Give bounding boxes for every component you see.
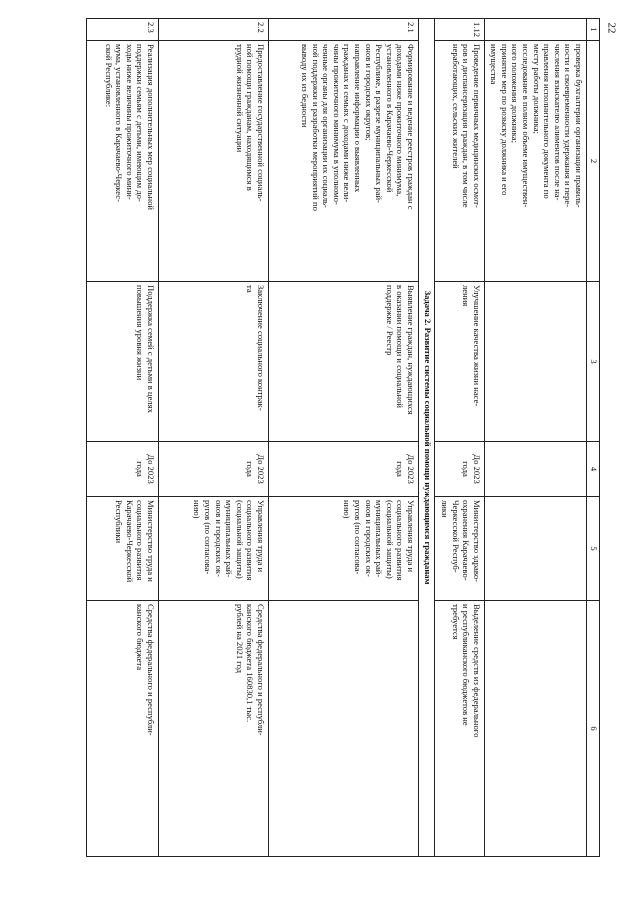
finance-cell: Средства федерального и республи- канского бюджета 160830,1 тыс. рублей на 2021 год [159, 601, 269, 857]
finance-cell [269, 601, 419, 857]
executor-cell: Управления труда и социального развития (социальной защиты) муниципальных рай- онов и городских ок- ругов (по согласова- нию) [269, 497, 419, 601]
term-cell: До 2023 года [435, 442, 485, 497]
result-cell: Улучшение качества жизни насе- ления [435, 282, 485, 442]
col-header-3: 3 [587, 282, 600, 442]
executor-cell [485, 497, 587, 601]
finance-cell [485, 601, 587, 857]
measure-cell: Формирование и ведение реестров граждан с доходами ниже прожиточного минимума, установленного в Карачаево-Черкесской Республике, в разрезе муниципальных рай- онов и городских округов; направление информации о выявленных гражданах и семьях с доходами ниже вели- чины прожиточного минимума в уполномо- ченные органы для организации их социаль- ной поддержки и разработки мероприятий по выводу их из бедности [269, 41, 419, 282]
term-cell: До 2023 года [87, 442, 159, 497]
measures-table [86, 18, 600, 857]
row-number: 2.1 [269, 19, 419, 41]
row-number: 2.3 [87, 19, 159, 41]
column-number-row [587, 19, 600, 857]
col-header-5: 5 [587, 497, 600, 601]
col-header-4: 4 [587, 442, 600, 497]
measure-cell: Проведение первичных медицинских осмот- ров и диспансеризация граждан, в том числе неработающих, сельских жителей [435, 41, 485, 282]
term-cell [485, 442, 587, 497]
col-header-2: 2 [587, 41, 600, 282]
row-number: 1.12 [435, 19, 485, 41]
task-header-row [419, 19, 435, 857]
result-cell: Заключение социального контрак- та [159, 282, 269, 442]
term-cell: До 2023 года [269, 442, 419, 497]
measure-cell: Предоставление государственной социаль- ной помощи гражданам, находящимся в трудной жизненной ситуации [159, 41, 269, 282]
measure-cell: проверка бухгалтерии организации правиль- ности и своевременности удержания и пере- числения взыскателю алиментов после на- правления исполнительного документа по месту работы должника; исследование в полном объеме имуществен- ного положения должника; принятие мер по розыску должника и его имущества [485, 41, 587, 282]
row-number [485, 19, 587, 41]
table-row [269, 19, 419, 857]
table-row [435, 19, 485, 857]
result-cell [485, 282, 587, 442]
col-header-1: 1 [587, 19, 600, 41]
finance-cell: Выделение средств из федерального и республиканского бюджетов не требуется [435, 601, 485, 857]
executor-cell: Министерство здраво- охранения Карачаево- Черкесской Респуб- лики [435, 497, 485, 601]
result-cell: Поддержка семей с детьми в целях повышения уровня жизни [87, 282, 159, 442]
term-cell: До 2023 года [159, 442, 269, 497]
rotated-table-container [43, 18, 600, 856]
executor-cell: Управления труда и социального развития (социальной защиты) муниципальных рай- онов и городских ок- ругов (по согласова- нию) [159, 497, 269, 601]
table-row [87, 19, 159, 857]
executor-cell: Министерство труда и социального развития Карачаево-Черкесской Республики [87, 497, 159, 601]
table-row [159, 19, 269, 857]
table-row [485, 19, 587, 857]
result-cell: Выявление граждан, нуждающихся в оказании помощи и социальной поддержке / Реестр [269, 282, 419, 442]
task-title: Задача 2. Развитие системы социальной помощи нуждающимся гражданам [419, 19, 435, 857]
col-header-6: 6 [587, 601, 600, 857]
page-number: 22 [605, 22, 618, 34]
finance-cell: Средства федерального и республи- канского бюджета [87, 601, 159, 857]
measure-cell: Реализация дополнительных мер социальной поддержки семьям с детьми, имеющим до- ходы ниже величины прожиточного мини- мума, установленного в Карачаево-Черкес- ской Республике: [87, 41, 159, 282]
row-number: 2.2 [159, 19, 269, 41]
